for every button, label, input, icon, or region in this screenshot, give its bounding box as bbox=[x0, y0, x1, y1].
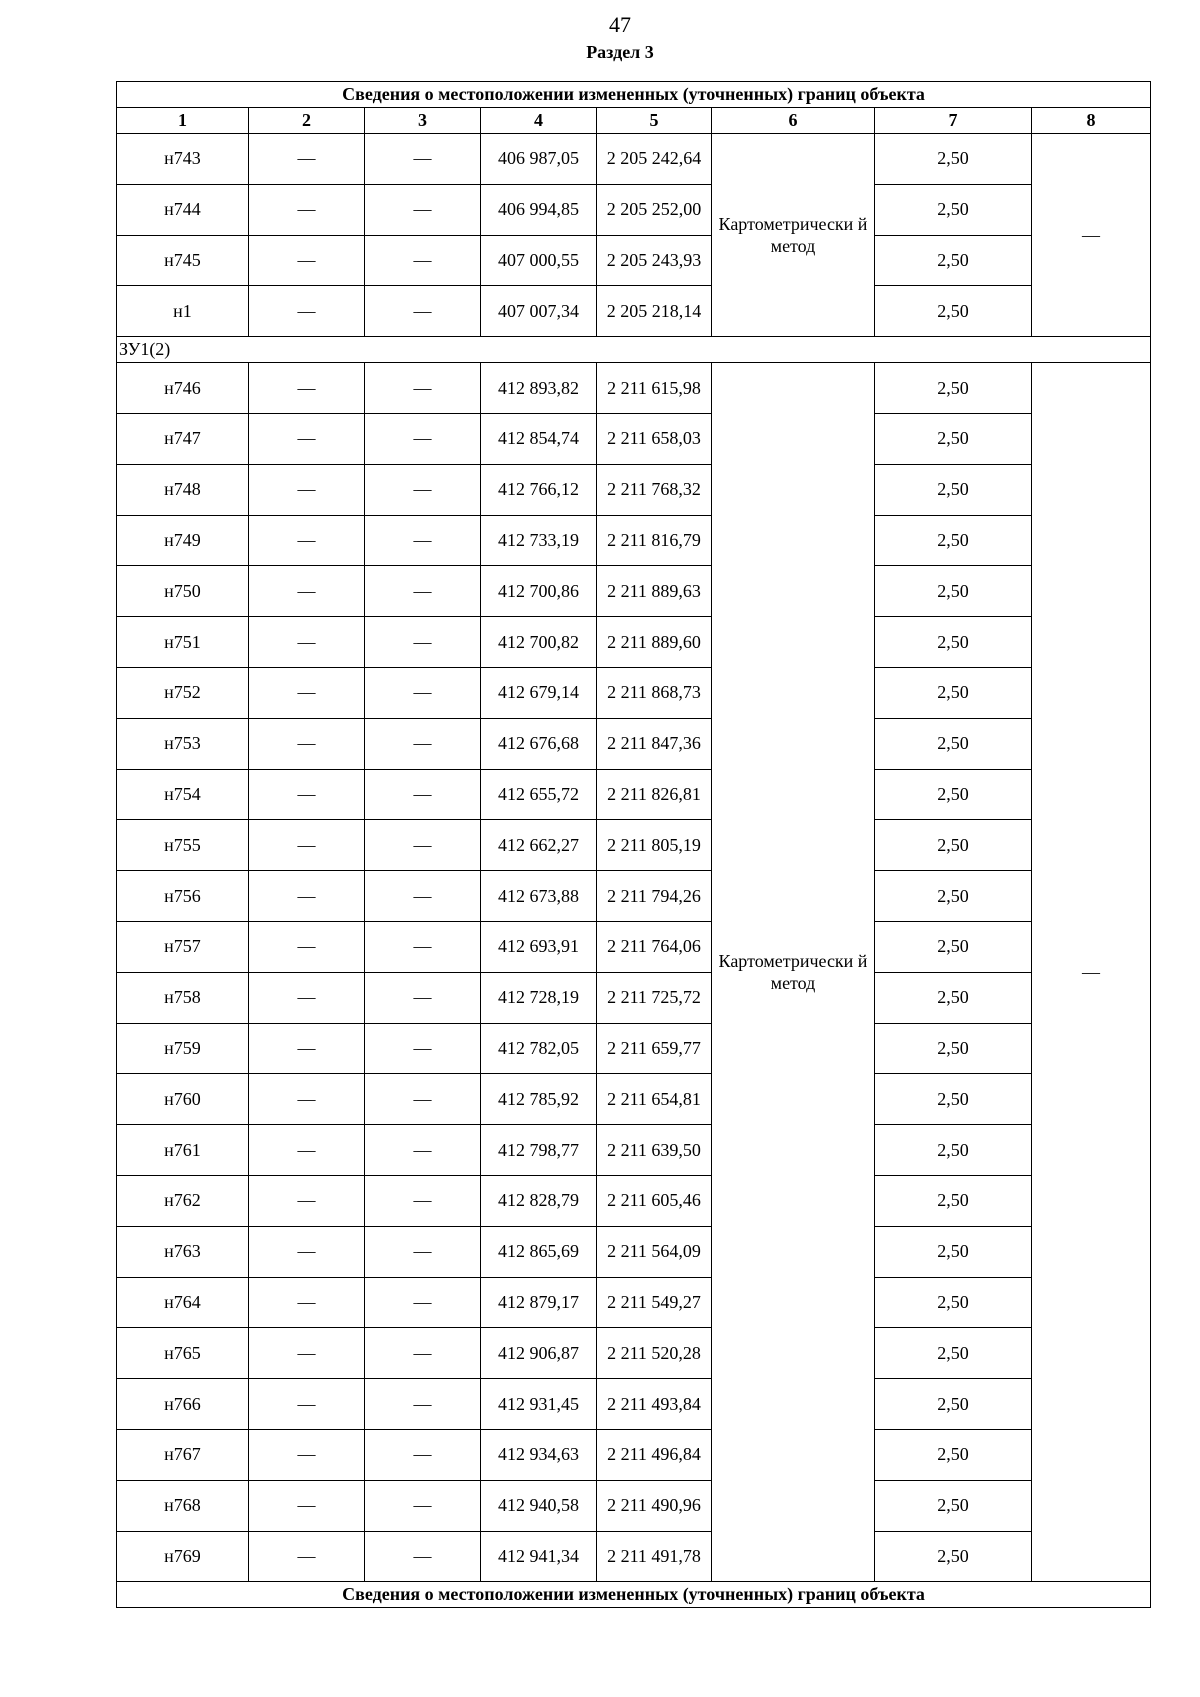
accuracy: 2,50 bbox=[875, 566, 1032, 617]
dash-cell: — bbox=[249, 1531, 365, 1582]
dash-cell: — bbox=[365, 235, 481, 286]
coordinate-x: 406 994,85 bbox=[481, 184, 597, 235]
point-name: н760 bbox=[117, 1074, 249, 1125]
coordinate-x: 412 733,19 bbox=[481, 515, 597, 566]
dash-cell: — bbox=[249, 515, 365, 566]
coordinate-y: 2 211 639,50 bbox=[597, 1125, 712, 1176]
coordinate-y: 2 211 805,19 bbox=[597, 820, 712, 871]
coordinate-y: 2 211 491,78 bbox=[597, 1531, 712, 1582]
table-row bbox=[117, 667, 1151, 718]
table-row bbox=[117, 617, 1151, 668]
point-name: н754 bbox=[117, 769, 249, 820]
coordinate-x: 412 865,69 bbox=[481, 1226, 597, 1277]
coordinate-y: 2 211 493,84 bbox=[597, 1379, 712, 1430]
coordinate-x: 412 766,12 bbox=[481, 464, 597, 515]
table-row bbox=[117, 515, 1151, 566]
accuracy: 2,50 bbox=[875, 134, 1032, 185]
table-row bbox=[117, 820, 1151, 871]
table-row bbox=[117, 1226, 1151, 1277]
coordinate-y: 2 211 816,79 bbox=[597, 515, 712, 566]
point-name: н758 bbox=[117, 972, 249, 1023]
point-name: н745 bbox=[117, 235, 249, 286]
coordinate-y: 2 205 243,93 bbox=[597, 235, 712, 286]
coordinate-y: 2 211 889,60 bbox=[597, 617, 712, 668]
accuracy: 2,50 bbox=[875, 871, 1032, 922]
dash-cell: — bbox=[365, 566, 481, 617]
coordinate-y: 2 211 605,46 bbox=[597, 1175, 712, 1226]
column-header: 1 bbox=[117, 108, 249, 134]
accuracy: 2,50 bbox=[875, 769, 1032, 820]
coordinate-x: 412 693,91 bbox=[481, 921, 597, 972]
table-row bbox=[117, 286, 1151, 337]
dash-cell: — bbox=[365, 1531, 481, 1582]
dash-cell: — bbox=[249, 972, 365, 1023]
dash-cell: — bbox=[365, 820, 481, 871]
coordinate-x: 412 700,86 bbox=[481, 566, 597, 617]
point-name: н748 bbox=[117, 464, 249, 515]
dash-cell: — bbox=[249, 769, 365, 820]
accuracy: 2,50 bbox=[875, 363, 1032, 414]
coordinate-x: 412 798,77 bbox=[481, 1125, 597, 1176]
accuracy: 2,50 bbox=[875, 235, 1032, 286]
coordinate-x: 412 662,27 bbox=[481, 820, 597, 871]
method-cell: Картометрически й метод bbox=[712, 363, 875, 1582]
table-row bbox=[117, 921, 1151, 972]
point-name: н747 bbox=[117, 413, 249, 464]
dash-cell: — bbox=[365, 1074, 481, 1125]
dash-cell: — bbox=[249, 1175, 365, 1226]
page-number: 47 bbox=[609, 12, 631, 37]
coordinate-x: 412 728,19 bbox=[481, 972, 597, 1023]
accuracy: 2,50 bbox=[875, 921, 1032, 972]
coordinate-y: 2 211 725,72 bbox=[597, 972, 712, 1023]
table-title-row bbox=[117, 82, 1151, 108]
dash-cell: — bbox=[365, 921, 481, 972]
coordinate-x: 412 879,17 bbox=[481, 1277, 597, 1328]
accuracy: 2,50 bbox=[875, 718, 1032, 769]
coordinate-y: 2 205 252,00 bbox=[597, 184, 712, 235]
accuracy: 2,50 bbox=[875, 1531, 1032, 1582]
coordinate-y: 2 211 654,81 bbox=[597, 1074, 712, 1125]
coordinate-x: 412 655,72 bbox=[481, 769, 597, 820]
coordinate-x: 412 893,82 bbox=[481, 363, 597, 414]
coordinate-x: 407 000,55 bbox=[481, 235, 597, 286]
coordinate-y: 2 211 768,32 bbox=[597, 464, 712, 515]
point-name: н761 bbox=[117, 1125, 249, 1176]
point-name: н757 bbox=[117, 921, 249, 972]
dash-cell: — bbox=[365, 134, 481, 185]
dash-cell: — bbox=[365, 184, 481, 235]
table-row bbox=[117, 1328, 1151, 1379]
section-title: Раздел 3 bbox=[586, 42, 654, 62]
column-header: 3 bbox=[365, 108, 481, 134]
coordinate-x: 412 676,68 bbox=[481, 718, 597, 769]
dash-cell: — bbox=[249, 1023, 365, 1074]
dash-cell: — bbox=[249, 184, 365, 235]
table-row bbox=[117, 718, 1151, 769]
accuracy: 2,50 bbox=[875, 413, 1032, 464]
accuracy: 2,50 bbox=[875, 1480, 1032, 1531]
table-row bbox=[117, 134, 1151, 185]
coordinate-y: 2 211 496,84 bbox=[597, 1429, 712, 1480]
coordinate-x: 412 940,58 bbox=[481, 1480, 597, 1531]
dash-cell: — bbox=[249, 1480, 365, 1531]
coordinate-y: 2 211 868,73 bbox=[597, 667, 712, 718]
dash-cell: — bbox=[365, 1429, 481, 1480]
accuracy: 2,50 bbox=[875, 820, 1032, 871]
coordinate-x: 412 854,74 bbox=[481, 413, 597, 464]
table-row bbox=[117, 184, 1151, 235]
coordinate-x: 412 931,45 bbox=[481, 1379, 597, 1430]
dash-cell: — bbox=[365, 1226, 481, 1277]
coordinate-x: 412 828,79 bbox=[481, 1175, 597, 1226]
dash-cell: — bbox=[365, 1379, 481, 1430]
dash-cell: — bbox=[249, 1074, 365, 1125]
dash-cell: — bbox=[1032, 134, 1151, 337]
accuracy: 2,50 bbox=[875, 184, 1032, 235]
column-number-row bbox=[117, 108, 1151, 134]
coordinate-x: 412 679,14 bbox=[481, 667, 597, 718]
table-row bbox=[117, 1277, 1151, 1328]
table-row bbox=[117, 1125, 1151, 1176]
coordinate-x: 407 007,34 bbox=[481, 286, 597, 337]
coordinate-x: 412 934,63 bbox=[481, 1429, 597, 1480]
coordinate-x: 406 987,05 bbox=[481, 134, 597, 185]
table-row bbox=[117, 871, 1151, 922]
coordinate-y: 2 211 826,81 bbox=[597, 769, 712, 820]
dash-cell: — bbox=[249, 1277, 365, 1328]
dash-cell: — bbox=[365, 413, 481, 464]
point-name: н769 bbox=[117, 1531, 249, 1582]
point-name: н759 bbox=[117, 1023, 249, 1074]
accuracy: 2,50 bbox=[875, 1277, 1032, 1328]
accuracy: 2,50 bbox=[875, 972, 1032, 1023]
column-header: 5 bbox=[597, 108, 712, 134]
table-row bbox=[117, 1429, 1151, 1480]
coordinate-x: 412 785,92 bbox=[481, 1074, 597, 1125]
dash-cell: — bbox=[365, 1175, 481, 1226]
column-header: 4 bbox=[481, 108, 597, 134]
zone-row bbox=[117, 337, 1151, 363]
table-row bbox=[117, 1379, 1151, 1430]
coordinate-y: 2 211 549,27 bbox=[597, 1277, 712, 1328]
table-row bbox=[117, 1023, 1151, 1074]
point-name: н755 bbox=[117, 820, 249, 871]
table-row bbox=[117, 413, 1151, 464]
method-cell: Картометрически й метод bbox=[712, 134, 875, 337]
accuracy: 2,50 bbox=[875, 515, 1032, 566]
coordinates-table bbox=[116, 81, 1151, 1608]
dash-cell: — bbox=[249, 1328, 365, 1379]
table-row bbox=[117, 769, 1151, 820]
table-row bbox=[117, 566, 1151, 617]
point-name: н756 bbox=[117, 871, 249, 922]
table-row bbox=[117, 363, 1151, 414]
dash-cell: — bbox=[365, 1125, 481, 1176]
table-row bbox=[117, 1175, 1151, 1226]
point-name: н743 bbox=[117, 134, 249, 185]
coordinate-y: 2 205 242,64 bbox=[597, 134, 712, 185]
coordinate-y: 2 211 615,98 bbox=[597, 363, 712, 414]
dash-cell: — bbox=[365, 972, 481, 1023]
dash-cell: — bbox=[249, 667, 365, 718]
dash-cell: — bbox=[249, 1125, 365, 1176]
dash-cell: — bbox=[365, 718, 481, 769]
footer-title-row bbox=[117, 1582, 1151, 1608]
dash-cell: — bbox=[249, 871, 365, 922]
point-name: н753 bbox=[117, 718, 249, 769]
dash-cell: — bbox=[365, 515, 481, 566]
point-name: н768 bbox=[117, 1480, 249, 1531]
column-header: 8 bbox=[1032, 108, 1151, 134]
table-row bbox=[117, 1074, 1151, 1125]
dash-cell: — bbox=[365, 1328, 481, 1379]
table-row bbox=[117, 235, 1151, 286]
dash-cell: — bbox=[365, 617, 481, 668]
coordinate-x: 412 673,88 bbox=[481, 871, 597, 922]
dash-cell: — bbox=[365, 871, 481, 922]
table-row bbox=[117, 1531, 1151, 1582]
dash-cell: — bbox=[249, 363, 365, 414]
coordinate-y: 2 211 659,77 bbox=[597, 1023, 712, 1074]
accuracy: 2,50 bbox=[875, 1429, 1032, 1480]
zone-label: ЗУ1(2) bbox=[117, 337, 1151, 363]
dash-cell: — bbox=[249, 1429, 365, 1480]
point-name: н766 bbox=[117, 1379, 249, 1430]
dash-cell: — bbox=[365, 1277, 481, 1328]
accuracy: 2,50 bbox=[875, 1074, 1032, 1125]
dash-cell: — bbox=[249, 1379, 365, 1430]
coordinate-x: 412 941,34 bbox=[481, 1531, 597, 1582]
coordinate-y: 2 211 564,09 bbox=[597, 1226, 712, 1277]
dash-cell: — bbox=[249, 718, 365, 769]
dash-cell: — bbox=[249, 286, 365, 337]
dash-cell: — bbox=[365, 286, 481, 337]
accuracy: 2,50 bbox=[875, 667, 1032, 718]
coordinate-y: 2 211 520,28 bbox=[597, 1328, 712, 1379]
accuracy: 2,50 bbox=[875, 464, 1032, 515]
dash-cell: — bbox=[249, 617, 365, 668]
point-name: н763 bbox=[117, 1226, 249, 1277]
coordinate-x: 412 700,82 bbox=[481, 617, 597, 668]
column-header: 7 bbox=[875, 108, 1032, 134]
point-name: н765 bbox=[117, 1328, 249, 1379]
dash-cell: — bbox=[365, 667, 481, 718]
point-name: н750 bbox=[117, 566, 249, 617]
coordinate-x: 412 906,87 bbox=[481, 1328, 597, 1379]
point-name: н751 bbox=[117, 617, 249, 668]
point-name: н744 bbox=[117, 184, 249, 235]
accuracy: 2,50 bbox=[875, 1226, 1032, 1277]
accuracy: 2,50 bbox=[875, 1023, 1032, 1074]
dash-cell: — bbox=[365, 363, 481, 414]
dash-cell: — bbox=[249, 134, 365, 185]
point-name: н749 bbox=[117, 515, 249, 566]
point-name: н762 bbox=[117, 1175, 249, 1226]
coordinate-x: 412 782,05 bbox=[481, 1023, 597, 1074]
dash-cell: — bbox=[249, 235, 365, 286]
accuracy: 2,50 bbox=[875, 286, 1032, 337]
table-row bbox=[117, 972, 1151, 1023]
dash-cell: — bbox=[365, 1023, 481, 1074]
table-title: Сведения о местоположении измененных (уточненных) границ объекта bbox=[117, 82, 1151, 108]
dash-cell: — bbox=[249, 566, 365, 617]
point-name: н1 bbox=[117, 286, 249, 337]
table-row bbox=[117, 464, 1151, 515]
dash-cell: — bbox=[365, 464, 481, 515]
dash-cell: — bbox=[249, 413, 365, 464]
dash-cell: — bbox=[249, 820, 365, 871]
coordinate-y: 2 211 847,36 bbox=[597, 718, 712, 769]
dash-cell: — bbox=[249, 1226, 365, 1277]
coordinate-y: 2 211 764,06 bbox=[597, 921, 712, 972]
table-row bbox=[117, 1480, 1151, 1531]
dash-cell: — bbox=[365, 1480, 481, 1531]
dash-cell: — bbox=[1032, 363, 1151, 1582]
dash-cell: — bbox=[249, 921, 365, 972]
coordinate-y: 2 205 218,14 bbox=[597, 286, 712, 337]
coordinate-y: 2 211 658,03 bbox=[597, 413, 712, 464]
point-name: н752 bbox=[117, 667, 249, 718]
point-name: н767 bbox=[117, 1429, 249, 1480]
accuracy: 2,50 bbox=[875, 1125, 1032, 1176]
dash-cell: — bbox=[249, 464, 365, 515]
coordinate-y: 2 211 490,96 bbox=[597, 1480, 712, 1531]
accuracy: 2,50 bbox=[875, 1328, 1032, 1379]
coordinate-y: 2 211 889,63 bbox=[597, 566, 712, 617]
accuracy: 2,50 bbox=[875, 1175, 1032, 1226]
accuracy: 2,50 bbox=[875, 1379, 1032, 1430]
footer-title: Сведения о местоположении измененных (уточненных) границ объекта bbox=[117, 1582, 1151, 1608]
column-header: 6 bbox=[712, 108, 875, 134]
point-name: н764 bbox=[117, 1277, 249, 1328]
accuracy: 2,50 bbox=[875, 617, 1032, 668]
dash-cell: — bbox=[365, 769, 481, 820]
point-name: н746 bbox=[117, 363, 249, 414]
coordinate-y: 2 211 794,26 bbox=[597, 871, 712, 922]
column-header: 2 bbox=[249, 108, 365, 134]
